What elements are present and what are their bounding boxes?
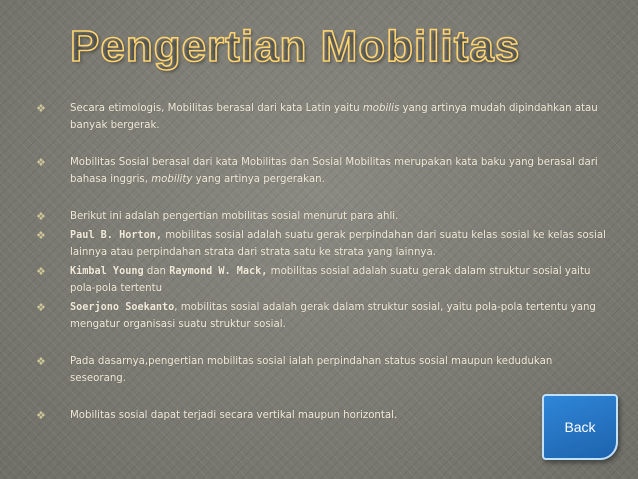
list-item xyxy=(36,299,606,333)
item-text: , mobilitas sosial adalah gerak dalam struktur sosial, yaitu pola-pola tertentu yang mengatur organisasi suatu struktur sosial. xyxy=(70,302,596,330)
slide-title: Pengertian Mobilitas xyxy=(70,22,521,71)
item-text: Mobilitas sosial dapat terjadi secara vertikal maupun horizontal. xyxy=(70,410,398,421)
expert-name: Raymond W. Mack, xyxy=(169,266,268,277)
back-button-label: Back xyxy=(564,419,596,435)
diamond-bullet-icon: ❖ xyxy=(36,301,46,314)
item-text: dan xyxy=(143,266,170,277)
item-italic-term: mobility xyxy=(151,174,193,185)
list-item xyxy=(36,208,606,225)
diamond-bullet-icon: ❖ xyxy=(36,409,46,422)
list-item xyxy=(36,407,606,424)
list-item xyxy=(36,100,606,134)
item-italic-term: mobilis xyxy=(362,103,400,114)
slide-content xyxy=(36,100,606,424)
diamond-bullet-icon: ❖ xyxy=(36,265,46,278)
list-item xyxy=(36,154,606,188)
item-text: Berikut ini adalah pengertian mobilitas sosial menurut para ahli. xyxy=(70,211,399,222)
list-item xyxy=(36,227,606,261)
item-text: yang artinya mudah dipindahkan atau banyak bergerak. xyxy=(70,103,598,131)
expert-name: Paul B. Horton, xyxy=(70,230,163,241)
expert-name: Soerjono Soekanto xyxy=(70,302,175,313)
diamond-bullet-icon: ❖ xyxy=(36,102,46,115)
expert-name: Kimbal Young xyxy=(70,266,144,277)
diamond-bullet-icon: ❖ xyxy=(36,156,46,169)
item-text: Secara etimologis, Mobilitas berasal dari kata Latin yaitu xyxy=(70,103,363,114)
item-text: yang artinya pergerakan. xyxy=(192,174,325,185)
item-text: Mobilitas Sosial berasal dari kata Mobilitas dan Sosial Mobilitas merupakan kata baku yang berasal dari bahasa inggris, xyxy=(70,157,598,185)
diamond-bullet-icon: ❖ xyxy=(36,355,46,368)
back-button[interactable] xyxy=(542,394,618,460)
list-item xyxy=(36,263,606,297)
diamond-bullet-icon: ❖ xyxy=(36,229,46,242)
list-item xyxy=(36,353,606,387)
item-text: mobilitas sosial adalah suatu gerak perpindahan dari suatu kelas sosial ke kelas sosial lainnya atau perpindahan strata dari strata satu ke strata yang lainnya. xyxy=(70,230,606,258)
diamond-bullet-icon: ❖ xyxy=(36,210,46,223)
item-text: Pada dasarnya,pengertian mobilitas sosial ialah perpindahan status sosial maupun kedudukan seseorang. xyxy=(70,356,553,384)
item-text: mobilitas sosial adalah suatu gerak dalam struktur sosial yaitu pola-pola tertentu xyxy=(70,266,591,294)
